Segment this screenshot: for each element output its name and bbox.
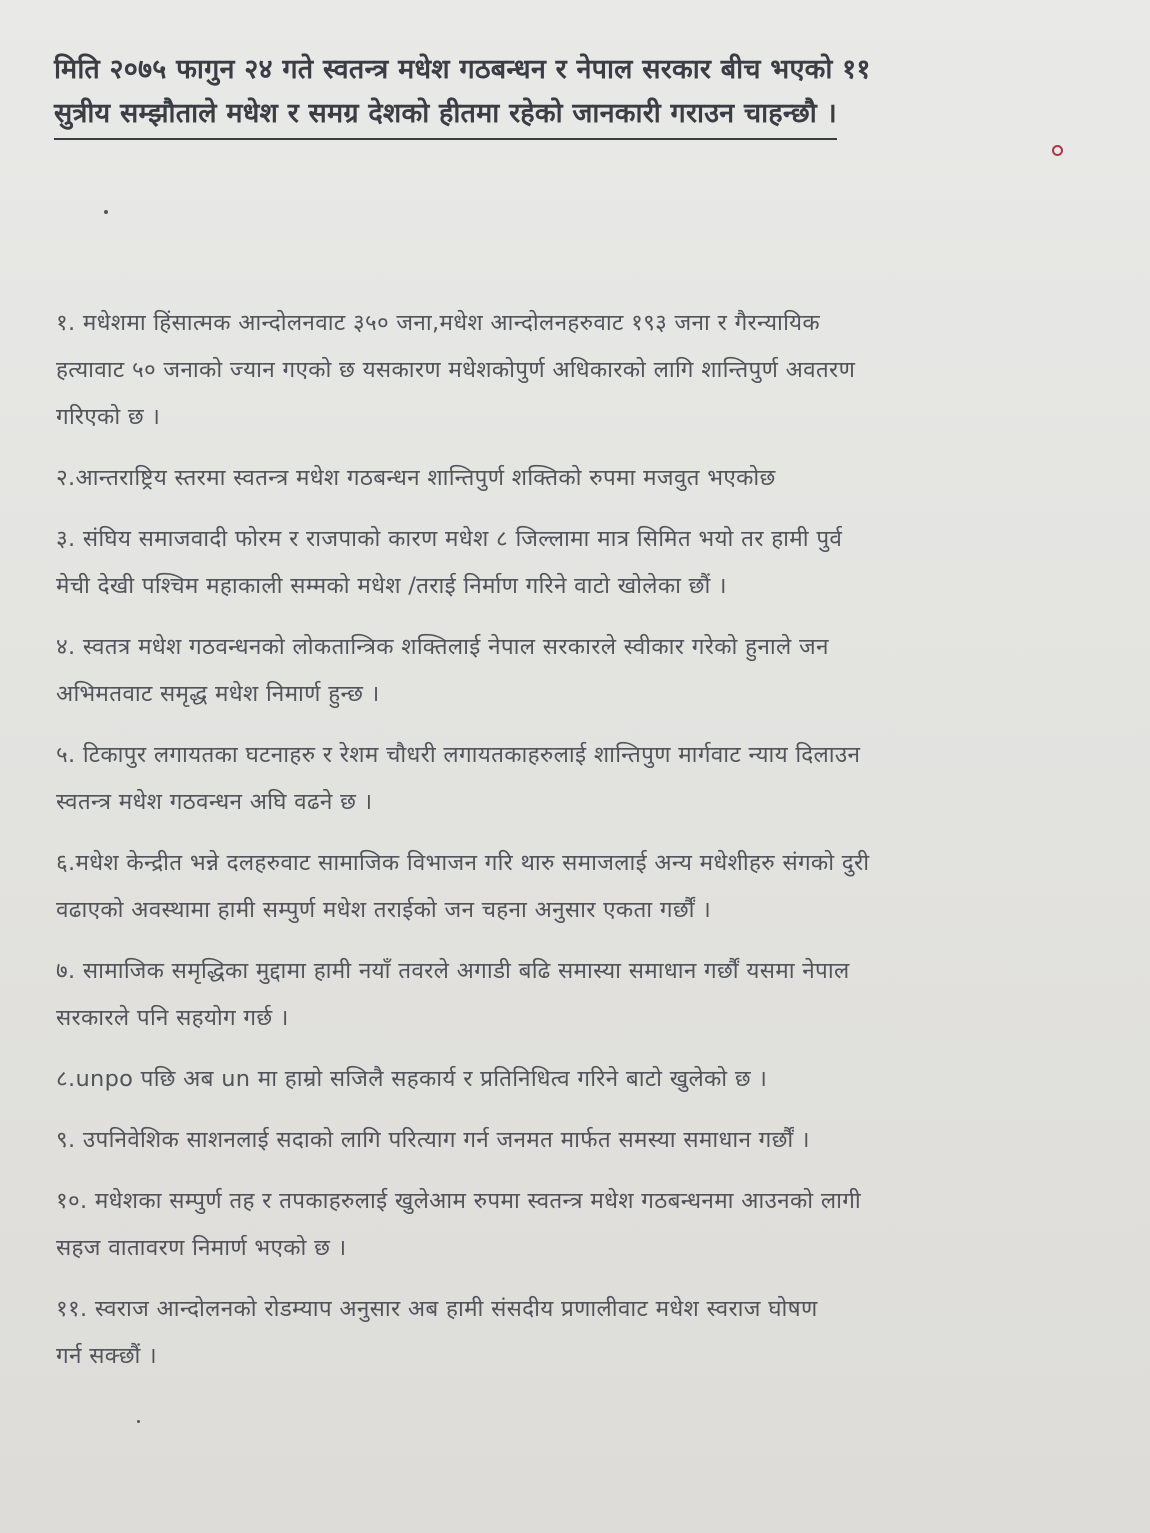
point-line: गर्न सक्छौं । <box>56 1343 157 1369</box>
point-line: ३. संघिय समाजवादी फोरम र राजपाको कारण मधेश ८ जिल्लामा मात्र सिमित भयो तर हामी पुर्व <box>56 526 843 552</box>
agreement-point-5 <box>56 732 1106 826</box>
ink-dot-mark <box>1052 145 1063 156</box>
document-heading <box>54 48 1124 140</box>
agreement-point-4 <box>56 624 1106 718</box>
agreement-point-6 <box>56 840 1106 934</box>
point-line: अभिमतवाट समृद्ध मधेश निमार्ण हुन्छ । <box>56 681 380 707</box>
ink-speck-mark <box>104 210 108 214</box>
agreement-point-10 <box>56 1178 1106 1272</box>
point-line: ४. स्वतत्र मधेश गठवन्धनको लोकतान्त्रिक शक्तिलाई नेपाल सरकारले स्वीकार गरेको हुनाले जन <box>56 634 829 660</box>
point-line: १. मधेशमा हिंसात्मक आन्दोलनवाट ३५० जना,मधेश आन्दोलनहरुवाट १९३ जना र गैरन्यायिक <box>56 310 820 336</box>
agreement-point-3 <box>56 516 1106 610</box>
heading-line-1: मिति २०७५ फागुन २४ गते स्वतन्त्र मधेश गठबन्धन र नेपाल सरकार बीच भएको ११ <box>54 54 871 85</box>
agreement-point-2 <box>56 455 1106 502</box>
point-line: हत्यावाट ५० जनाको ज्यान गएको छ यसकारण मधेशकोपुर्ण अधिकारको लागि शान्तिपुर्ण अवतरण <box>56 357 856 383</box>
point-line: ६.मधेश केन्द्रीत भन्ने दलहरुवाट सामाजिक विभाजन गरि थारु समाजलाई अन्य मधेशीहरु संगको दुरी <box>56 850 870 876</box>
agreement-point-9 <box>56 1117 1106 1164</box>
agreement-point-1 <box>56 300 1106 441</box>
point-line: गरिएको छ । <box>56 404 161 430</box>
agreement-point-7 <box>56 948 1106 1042</box>
point-line: स्वतन्त्र मधेश गठवन्धन अघि वढने छ । <box>56 789 373 815</box>
point-line: सहज वातावरण निमार्ण भएको छ । <box>56 1235 347 1261</box>
agreement-points-list <box>56 300 1106 1394</box>
point-line: ५. टिकापुर लगायतका घटनाहरु र रेशम चौधरी लगायतकाहरुलाई शान्तिपुण मार्गवाट न्याय दिलाउन <box>56 742 861 768</box>
point-line: मेची देखी पश्चिम महाकाली सम्मको मधेश /तराई निर्माण गरिने वाटो खोलेका छौं । <box>56 573 727 599</box>
point-line: सरकारले पनि सहयोग गर्छ । <box>56 1005 289 1031</box>
point-line: वढाएको अवस्थामा हामी सम्पुर्ण मधेश तराईको जन चहना अनुसार एकता गर्छौं । <box>56 897 712 923</box>
point-line: २.आन्तराष्ट्रिय स्तरमा स्वतन्त्र मधेश गठबन्धन शान्तिपुर्ण शक्तिको रुपमा मजवुत भएकोछ <box>56 465 776 491</box>
point-line: १०. मधेशका सम्पुर्ण तह र तपकाहरुलाई खुलेआम रुपमा स्वतन्त्र मधेश गठबन्धनमा आउनको लागी <box>56 1188 861 1214</box>
agreement-point-8 <box>56 1056 1106 1103</box>
ink-speck-mark <box>137 1420 140 1423</box>
point-line: ७. सामाजिक समृद्धिका मुद्दामा हामी नयाँ तवरले अगाडी बढि समास्या समाधान गर्छौं यसमा नेपाल <box>56 958 850 984</box>
agreement-point-11 <box>56 1286 1106 1380</box>
heading-line-2: सुत्रीय सम्झौताले मधेश र समग्र देशको हीतमा रहेको जानकारी गराउन चाहन्छौ । <box>54 92 837 140</box>
point-line: ९. उपनिवेशिक साशनलाई सदाको लागि परित्याग गर्न जनमत मार्फत समस्या समाधान गर्छौं । <box>56 1127 810 1153</box>
point-line: ११. स्वराज आन्दोलनको रोडम्याप अनुसार अब हामी संसदीय प्रणालीवाट मधेश स्वराज घोषण <box>56 1296 818 1322</box>
point-line: ८.unpo पछि अब un मा हाम्रो सजिलै सहकार्य र प्रतिनिधित्व गरिने बाटो खुलेको छ । <box>56 1066 768 1092</box>
